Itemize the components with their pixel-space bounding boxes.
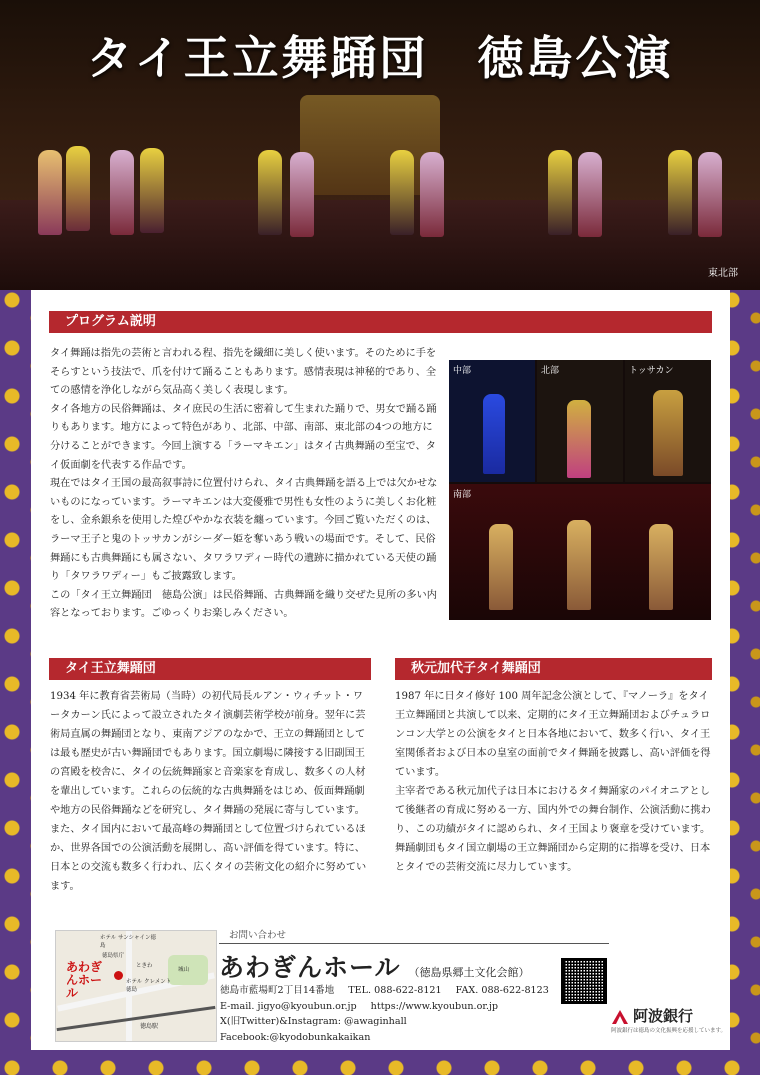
dancer-figure	[698, 152, 722, 237]
dancer-figure	[390, 150, 414, 235]
access-map	[55, 930, 217, 1042]
akimoto-paragraph: 主宰者である秋元加代子は日本におけるタイ舞踊家のパイオニアとして後継者の育成に努める一方、国内外での舞台制作、公演活動に携わり、この功績がタイに認められ、タイ王国より褒章を受けています。舞踊劇団もタイ国立劇場の王立舞踊団から定期的に指導を受け、日本とタイでの芸術交流に尽力しています。	[395, 786, 711, 873]
map-railway	[57, 1006, 216, 1031]
map-pin-icon	[114, 971, 123, 980]
troupe-heading: タイ王立舞踊団	[49, 658, 371, 680]
map-label: 徳島県庁	[102, 953, 125, 959]
dancer-figure	[548, 150, 572, 235]
contact-details	[220, 983, 549, 1045]
dancer-figure	[420, 152, 444, 237]
page-title: タイ王立舞踊団 徳島公演	[86, 31, 674, 85]
photo-north	[537, 360, 623, 482]
qr-code[interactable]	[561, 958, 607, 1004]
bank-logo-icon	[611, 1009, 629, 1025]
map-label: 城山	[178, 967, 190, 973]
contact-label: お問い合わせ	[229, 930, 287, 941]
hero-photo	[0, 0, 760, 290]
program-paragraph: タイ舞踊は指先の芸術と言われる程、指先を繊細に美しく使います。そのために手をそらすという技法で、爪を付けて踊ることもあります。感情表現は神秘的であり、全ての感情を浄化しながら気品高く美しく表現します。	[50, 348, 437, 397]
stage-throne	[300, 95, 440, 195]
dancer-figure	[140, 148, 164, 233]
website-link[interactable]: https://www.kyoubun.or.jp	[370, 1000, 499, 1012]
akimoto-text	[395, 687, 713, 877]
map-label: ホテル クレメント徳島	[126, 979, 172, 993]
akimoto-heading: 秋元加代子タイ舞踊団	[395, 658, 712, 680]
hall-name	[219, 943, 609, 984]
dancer-figure	[258, 150, 282, 235]
map-label: ときわ	[136, 963, 153, 969]
map-label: ホテル サンシャイン徳島	[100, 935, 156, 949]
program-paragraph: 現在ではタイ王国の最高叙事詩に位置付けられ、タイ古典舞踊を語る上では欠かせないものになっています。ラーマキエンは大変優雅で男性も女性のように美しくお化粧をし、金糸銀糸を使用した煌びやかな衣装を纏っています。今回ご覧いただくのは、ラーマ王子と鬼のトッサカンがシーダー姫を奪いあう戦いの場面です。そして、民俗舞踊にも古典舞踊にも属さない、タワラワディー時代の遺跡に描かれている天使の踊り「タワラワディー」もご披露致します。	[50, 478, 438, 583]
photo-central	[449, 360, 535, 482]
photo-label: トッサカン	[629, 366, 674, 376]
dancer-figure	[66, 146, 90, 231]
dancer-figure	[290, 152, 314, 237]
sponsor-tagline: 阿波銀行は徳島の文化振興を応援しています。	[611, 1028, 727, 1034]
social-link[interactable]: X(旧Twitter)&Instagram: @awaginhall	[220, 1016, 407, 1027]
photo-south	[449, 484, 711, 620]
program-text	[50, 345, 440, 624]
map-hall-label: あわぎんホール	[66, 960, 103, 1000]
dancer-figure	[110, 150, 134, 235]
troupe-paragraph: 1934 年に教育省芸術局（当時）の初代局長ルアン・ウィチット・ワータカーン氏によって設立されたタイ演劇芸術学校が前身。翌年に芸術局直属の舞踊団となり、東南アジアのなかで、王立の舞踊団としては最も歴史が古い舞踊団でもあります。国立劇場に隣接する旧副国王の宮殿を校舎に、タイの伝統舞踊家と音楽家を育成し、数多くの人材を輩出しています。これらの伝統的な古典舞踊をはじめ、仮面舞踊劇や地方の民俗舞踊などを研究し、タイ舞踊の発展に寄与しています。また、タイ国内において最高峰の舞踊団として位置づけられているほか、世界各国での公演活動を展開し、高い評価を得ています。特に、日本との交流も数多く行われ、広くタイの芸術文化の紹介に努めています。	[50, 691, 367, 892]
facebook-link[interactable]: Facebook:@kyodobunkakaikan	[220, 1031, 371, 1043]
dancer-figure	[38, 150, 62, 235]
hall-title: あわぎんホール	[219, 953, 401, 982]
troupe-text	[50, 687, 370, 896]
program-paragraph: この「タイ王立舞踊団 徳島公演」は民俗舞踊、古典舞踊を織り交ぜた見所の多い内容となっております。ごゆっくりお楽しみください。	[50, 589, 437, 620]
address: 徳島市藍場町2丁目14番地	[220, 985, 335, 996]
akimoto-paragraph: 1987 年に日タイ修好 100 周年記念公演として、『マノーラ』をタイ王立舞踊団と共演して以来、定期的にタイ王立舞踊団およびチュラロンコン大学との公演をタイと日本各地において、数多く行い、タイ王室関係者および日本の皇室の面前でタイ舞踊を披露し、高い評価を得ています。	[395, 691, 711, 778]
photo-label: 北部	[541, 366, 560, 376]
email-link[interactable]: E-mail. jigyo@kyoubun.or.jp	[220, 1000, 357, 1012]
map-label: 徳島駅	[140, 1023, 159, 1030]
photo-thotsakan	[625, 360, 711, 482]
program-paragraph: タイ各地方の民俗舞踊は、タイ庶民の生活に密着して生まれた踊りで、男女で踊る踊りもあります。地方によって特色があり、北部、中部、南部、東北部の4つの地方に分けることができます。今回上演する「ラーマキエン」はタイ古典舞踊の至宝で、タイ仮面劇を代表する作品です。	[50, 403, 437, 471]
program-heading: プログラム説明	[49, 311, 712, 333]
photo-label: 中部	[453, 366, 472, 376]
dance-photo-collage	[449, 360, 711, 620]
dancer-figure	[668, 150, 692, 235]
hall-subtitle: （徳島県郷土文化会館）	[408, 966, 530, 979]
photo-caption: 東北部	[708, 268, 738, 279]
tel: TEL. 088-622-8121	[348, 985, 442, 996]
content-panel	[31, 290, 730, 1050]
sponsor-logo	[611, 1005, 727, 1034]
sponsor-name: 阿波銀行	[633, 1007, 694, 1025]
dancer-figure	[578, 152, 602, 237]
fax: FAX. 088-622-8123	[455, 985, 549, 996]
photo-label: 南部	[453, 490, 472, 500]
